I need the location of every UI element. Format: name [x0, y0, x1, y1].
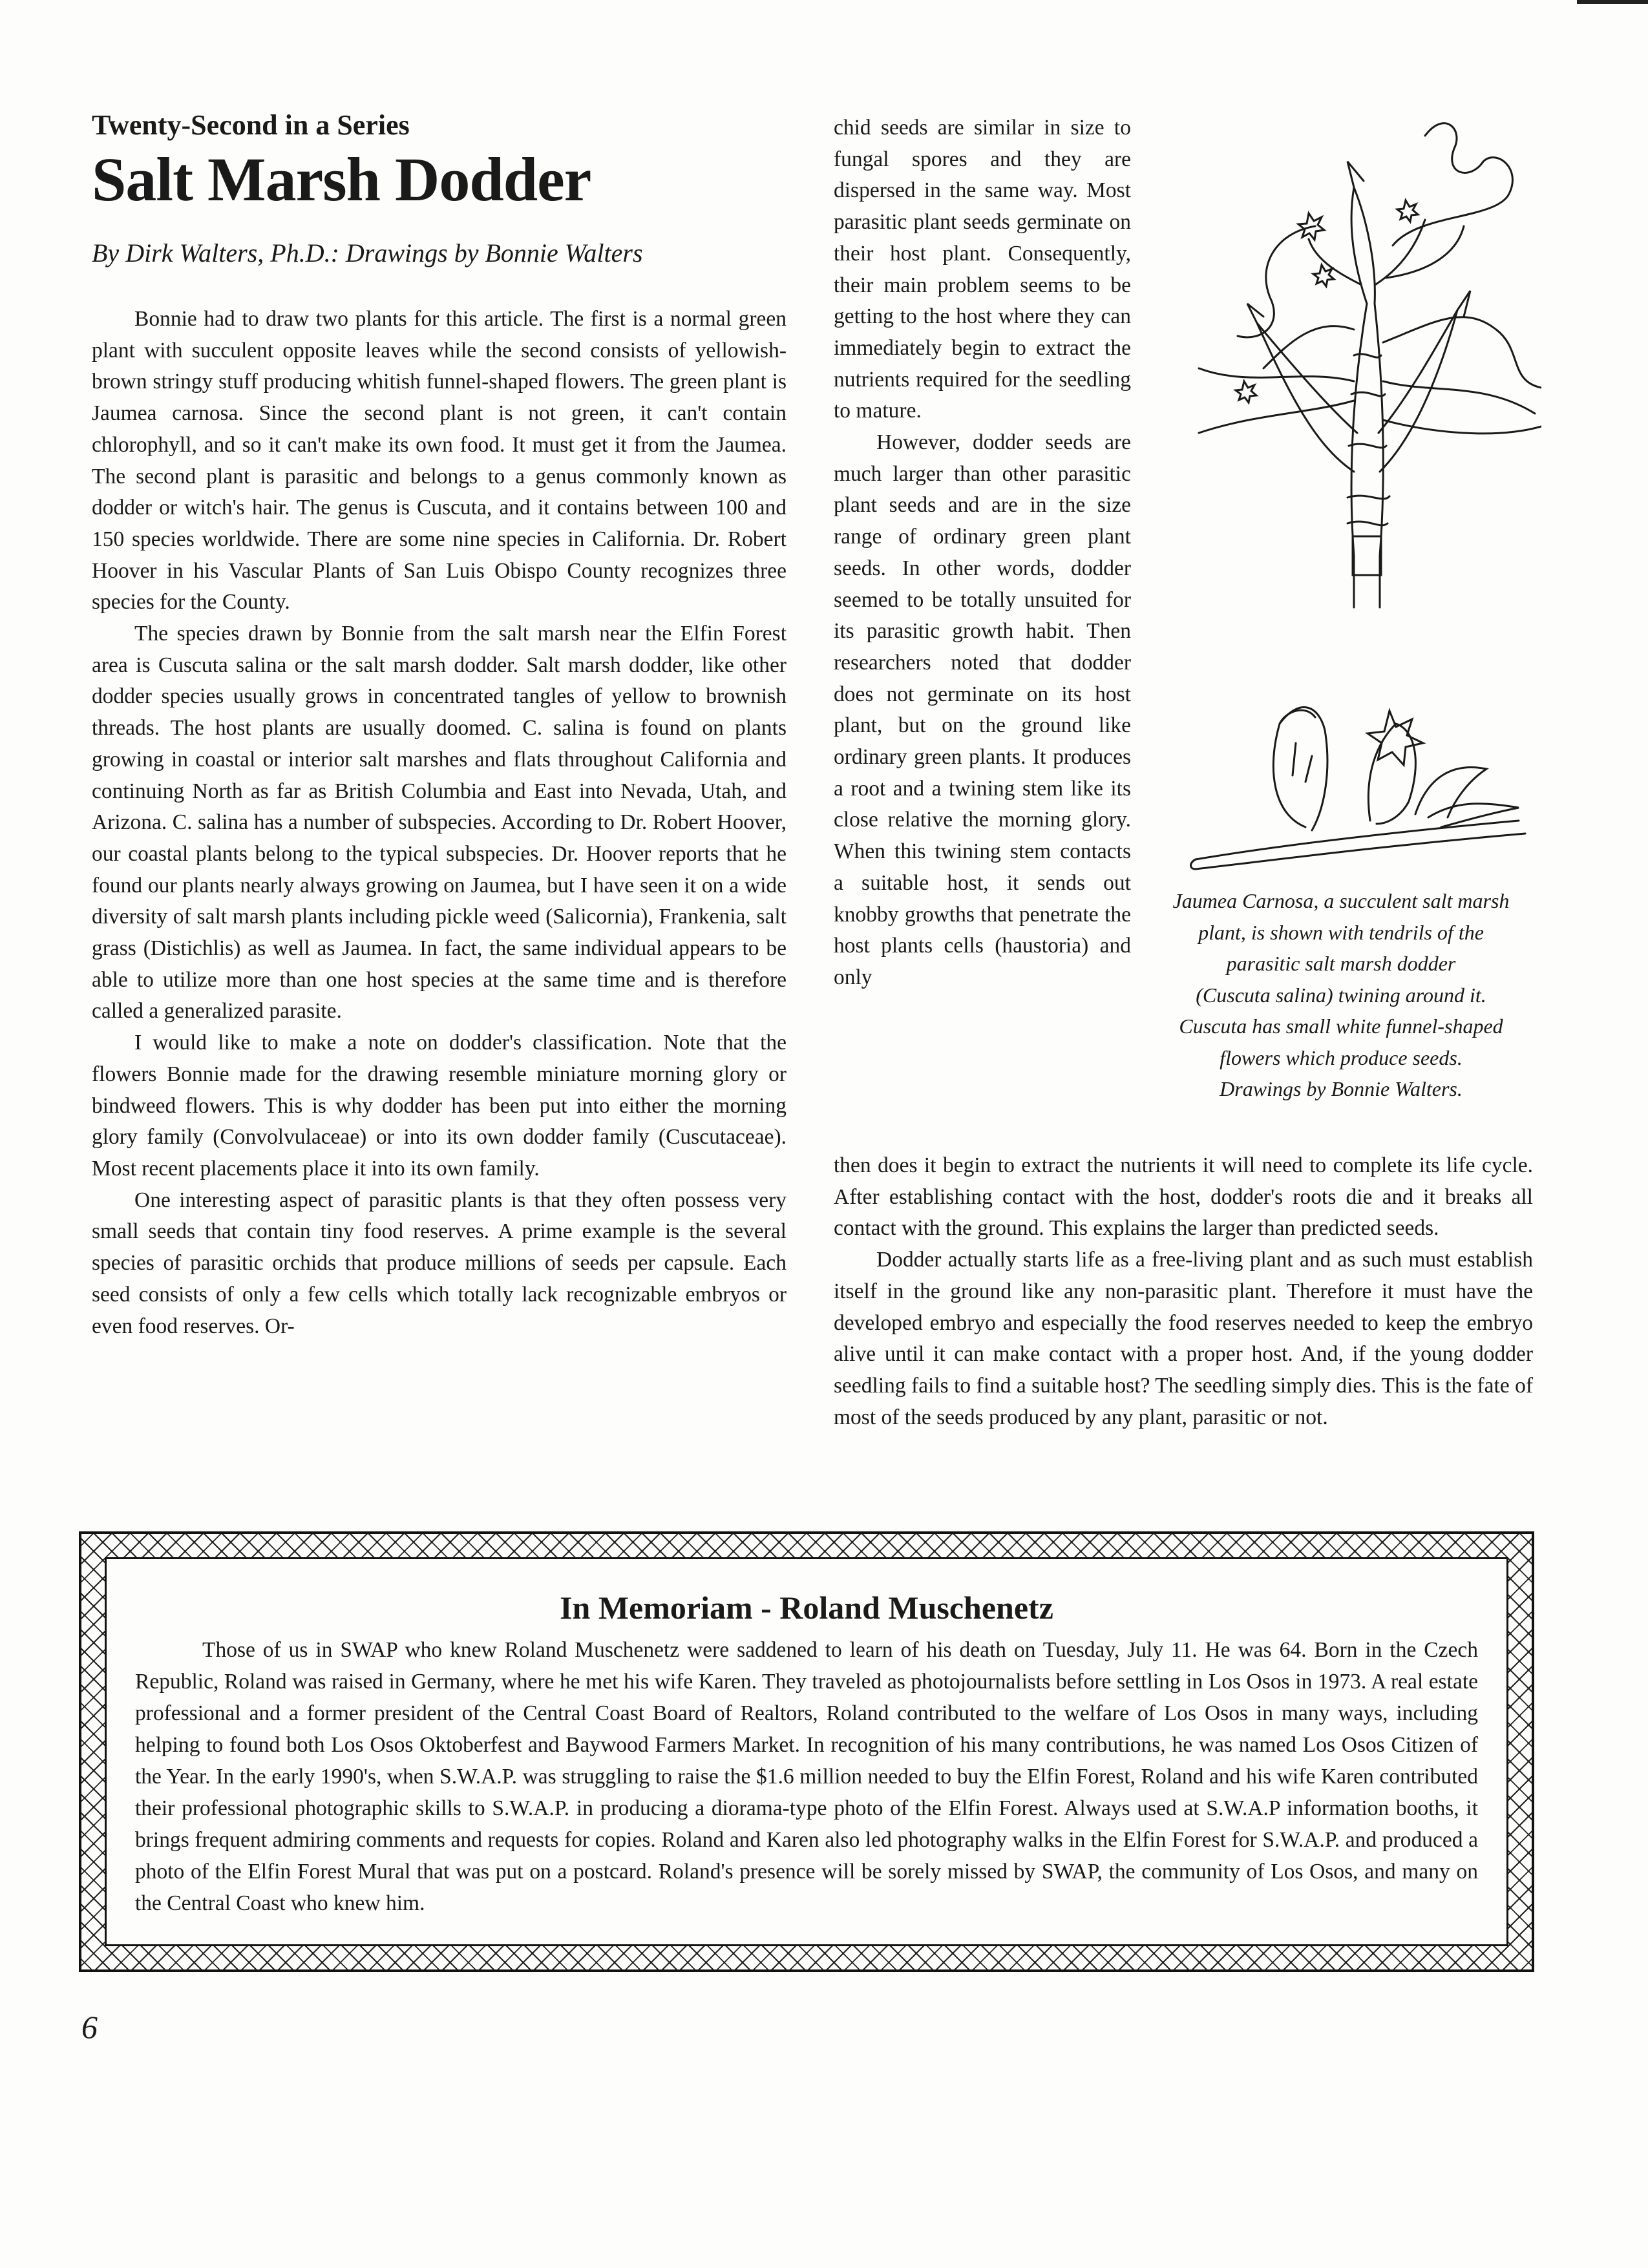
paragraph: One interesting aspect of parasitic plants is that they often possess very small seeds that contain tiny food reserves. A prime example is the several species of parasitic orchids that produce millions of seeds per capsule. Each seed consists of only a few cells which totally lack recognizable embryos or even food reserves. Or-: [92, 1188, 787, 1338]
figure-caption: [1137, 885, 1545, 1105]
caption-line: plant, is shown with tendrils of the: [1198, 920, 1484, 944]
caption-line: (Cuscuta salina) twining around it.: [1196, 983, 1486, 1007]
caption-line: parasitic salt marsh dodder: [1226, 952, 1456, 975]
paragraph: I would like to make a note on dodder's classification. Note that the flowers Bonnie made for the drawing resemble miniature morning glory or bindweed flowers. This is why dodder has been put into either the morning glory family (Convolvulaceae) or into its own dodder family (Cuscutaceae). Most recent placements place it into its own family.: [92, 1031, 787, 1181]
memoriam-text: [135, 1634, 1478, 1919]
paragraph: However, dodder seeds are much larger than other parasitic plant seeds and are in the size range of ordinary green plant seeds. In other words, dodder seemed to be totally unsuited for its parasitic growth habit. Then researchers noted that dodder does not germinate on its host plant, but on the ground like ordinary green plants. It produces a root and a twining stem like its close relative the morning glory. When this twining stem contacts a suitable host, it sends out knobby growths that penetrate the host plants cells (haustoria) and only: [834, 430, 1131, 989]
caption-line: Drawings by Bonnie Walters.: [1220, 1077, 1463, 1100]
memoriam-title: In Memoriam - Roland Muschenetz: [560, 1590, 1053, 1626]
caption-line: Jaumea Carnosa, a succulent salt marsh: [1172, 889, 1510, 912]
caption-line: flowers which produce seeds.: [1220, 1045, 1463, 1069]
article-column-2: [834, 112, 1131, 994]
article-title: Salt Marsh Dodder: [92, 145, 591, 214]
paragraph: Bonnie had to draw two plants for this article. The first is a normal green plant with succulent opposite leaves while the second consists of yellowish-brown stringy stuff producing whitish funnel-shaped flowers. The green plant is Jaumea carnosa. Since the second plant is not green, it can't contain chlorophyll, and so it can't make its own food. It must get it from the Jaumea. The second plant is parasitic and belongs to a genus commonly known as dodder or witch's hair. The genus is Cuscuta, and it contains between 100 and 150 species worldwide. There are some nine species in California. Dr. Robert Hoover in his Vascular Plants of San Luis Obispo County recognizes three species for the County.: [92, 307, 787, 614]
page-number: 6: [81, 2009, 98, 2045]
article-column-2-continued: [834, 1150, 1533, 1433]
memoriam-content: [105, 1557, 1508, 1946]
jaumea-dodder-drawing: [1160, 110, 1541, 614]
corner-mark: [1577, 0, 1648, 4]
article-column-1: [92, 304, 787, 1342]
paragraph: chid seeds are similar in size to fungal spores and they are dispersed in the same way. Most parasitic plant seeds germinate on their host plant. Consequently, their main problem seems to be getting to the host where they can immediately begin to extract the nutrients required for the seedling to mature.: [834, 116, 1131, 423]
caption-line: Cuscuta has small white funnel-shaped: [1179, 1014, 1503, 1038]
paragraph: Those of us in SWAP who knew Roland Muschenetz were saddened to learn of his death on Tuesday, July 11. He was 64. Born in the Czech Republic, Roland was raised in Germany, where he met his wife Karen. They traveled as photojournalists before settling in Los Osos in 1973. A real estate professional and a former president of the Central Coast Board of Realtors, Roland contributed to the welfare of Los Osos in many ways, including helping to found both Los Osos Oktoberfest and Baywood Farmers Market. In recognition of his many contributions, he was named Los Osos Citizen of the Year. In the early 1990's, when S.W.A.P. was struggling to raise the $1.6 million needed to buy the Elfin Forest, Roland and his wife Karen contributed their professional photographic skills to S.W.A.P. in producing a diorama-type photo of the Elfin Forest. Always used at S.W.A.P information booths, it brings frequent admiring comments and requests for copies. Roland and Karen also led photography walks in the Elfin Forest for S.W.A.P. and produced a photo of the Elfin Forest Mural that was put on a postcard. Roland's presence will be sorely missed by SWAP, the community of Los Osos, and many on the Central Coast who knew him.: [135, 1638, 1478, 1915]
paragraph: Dodder actually starts life as a free-living plant and as such must establish itself in the ground like any non-parasitic plant. Therefore it must have the developed embryo and especially the food reserves needed to keep the embryo alive until it can make contact with a proper host. And, if the young dodder seedling fails to find a suitable host? The seedling simply dies. This is the fate of most of the seeds produced by any plant, parasitic or not.: [834, 1248, 1533, 1429]
series-label: Twenty-Second in a Series: [92, 109, 410, 141]
paragraph: then does it begin to extract the nutrients it will need to complete its life cycle. After establishing contact with the host, dodder's roots die and it breaks all contact with the ground. This explains the larger than predicted seeds.: [834, 1153, 1533, 1241]
paragraph: The species drawn by Bonnie from the salt marsh near the Elfin Forest area is Cuscuta salina or the salt marsh dodder. Salt marsh dodder, like other dodder species usually grows in concentrated tangles of yellow to brownish threads. The host plants are usually doomed. C. salina is found on plants growing in coastal or interior salt marshes and flats throughout California and continuing North as far as British Columbia and East into Nevada, Utah, and Arizona. C. salina has a number of subspecies. According to Dr. Robert Hoover, our coastal plants belong to the typical subspecies. Dr. Hoover reports that he found our plants nearly always growing on Jaumea, but I have seen it on a wide diversity of salt marsh plants including pickle weed (Salicornia), Frankenia, salt grass (Distichlis) as well as Jaumea. In fact, the same individual appears to be able to utilize more than one host species at the same time and is therefore called a generalized parasite.: [92, 622, 787, 1024]
memoriam-box: [79, 1531, 1534, 1972]
byline: By Dirk Walters, Ph.D.: Drawings by Bonnie Walters: [92, 238, 643, 268]
dodder-flower-drawing: [1183, 672, 1545, 872]
